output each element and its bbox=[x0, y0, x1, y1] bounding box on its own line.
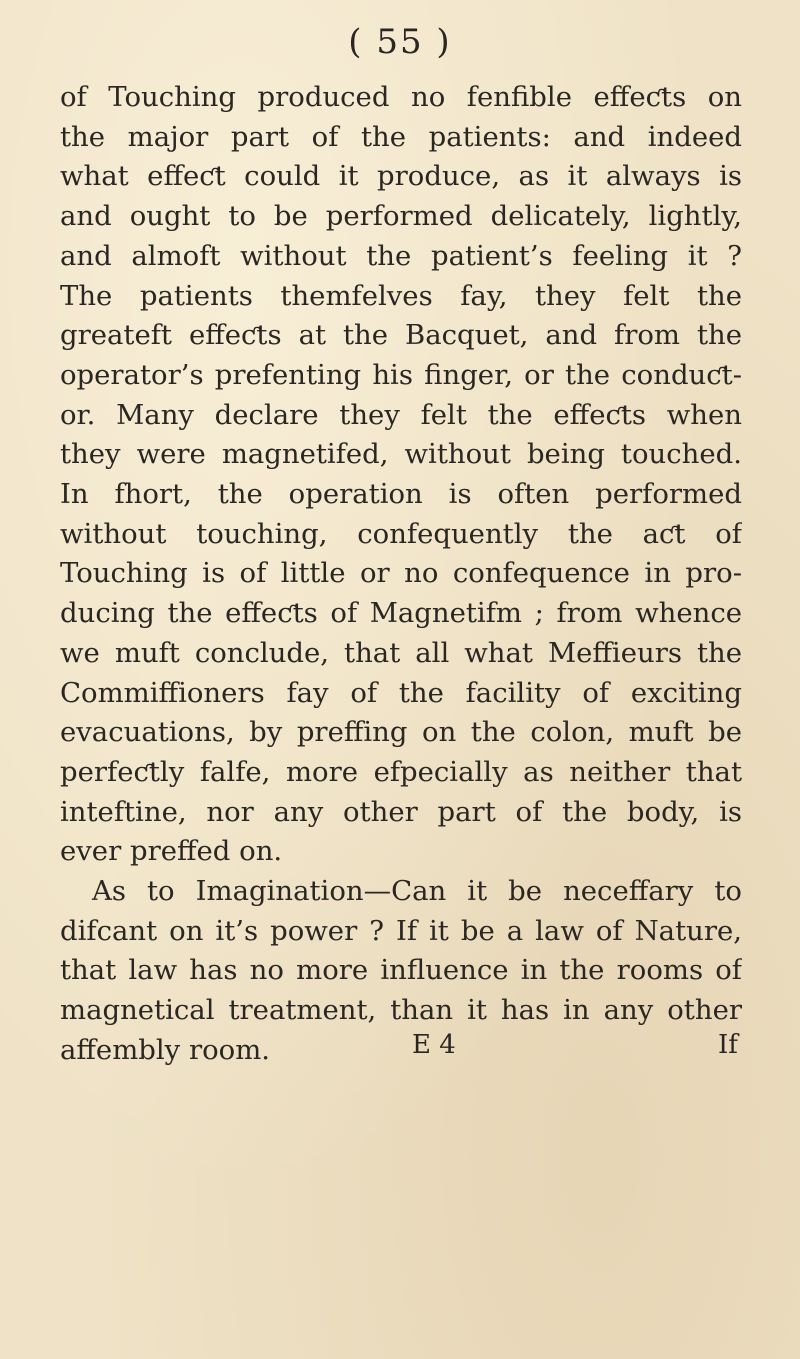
text-line: without touching, confequently the aƈt of bbox=[60, 517, 742, 550]
text-line: evacuations, by preffing on the colon, muft be bbox=[60, 716, 742, 749]
text-line: and ought to be performed delicately, lightly, bbox=[60, 200, 742, 233]
text-line: and almoft without the patient’s feeling it ? bbox=[60, 239, 742, 272]
text-line: operator’s prefenting his finger, or the conduƈt- bbox=[60, 358, 742, 391]
text-line: In fhort, the operation is often performed bbox=[60, 478, 742, 511]
text-line: difcant on it’s power ? If it be a law of Nature, bbox=[60, 914, 742, 947]
text-line: of Touching produced no fenfible effeƈts on bbox=[60, 81, 742, 113]
text-line: As to Imagination—Can it be neceffary to bbox=[92, 875, 742, 908]
text-line: Touching is of little or no confequence in pro- bbox=[60, 557, 742, 590]
text-line: magnetical treatment, than it has in any other bbox=[60, 994, 742, 1027]
text-line: The patients themfelves fay, they felt the bbox=[60, 279, 742, 312]
text-line: ever preffed on. bbox=[60, 835, 283, 868]
text-line: we muft conclude, that all what Meffieurs the bbox=[60, 636, 742, 669]
text-line: inteftine, nor any other part of the body, is bbox=[60, 795, 742, 828]
text-line: or. Many declare they felt the effeƈts when bbox=[60, 398, 742, 431]
text-line: Commiffioners fay of the facility of exciting bbox=[60, 676, 742, 709]
text-line: what effeƈt could it produce, as it always is bbox=[60, 160, 742, 193]
body-text bbox=[60, 78, 742, 1071]
page-footer bbox=[0, 1030, 800, 1070]
text-line: greateft effeƈts at the Bacquet, and from the bbox=[60, 319, 742, 352]
text-line: the major part of the patients: and indeed bbox=[60, 120, 742, 153]
text-line: ducing the effeƈts of Magnetifm ; from whence bbox=[60, 597, 742, 630]
signature-mark: E 4 bbox=[412, 1030, 456, 1060]
text-line: that law has no more influence in the rooms of bbox=[60, 954, 742, 987]
text-line: they were magnetifed, without being touched. bbox=[60, 438, 742, 471]
text-line: perfeƈtly falfe, more efpecially as neither that bbox=[60, 755, 742, 788]
page-number: ( 55 ) bbox=[348, 22, 452, 62]
catchword: If bbox=[718, 1030, 738, 1060]
text-line: affembly room. bbox=[60, 1033, 271, 1066]
